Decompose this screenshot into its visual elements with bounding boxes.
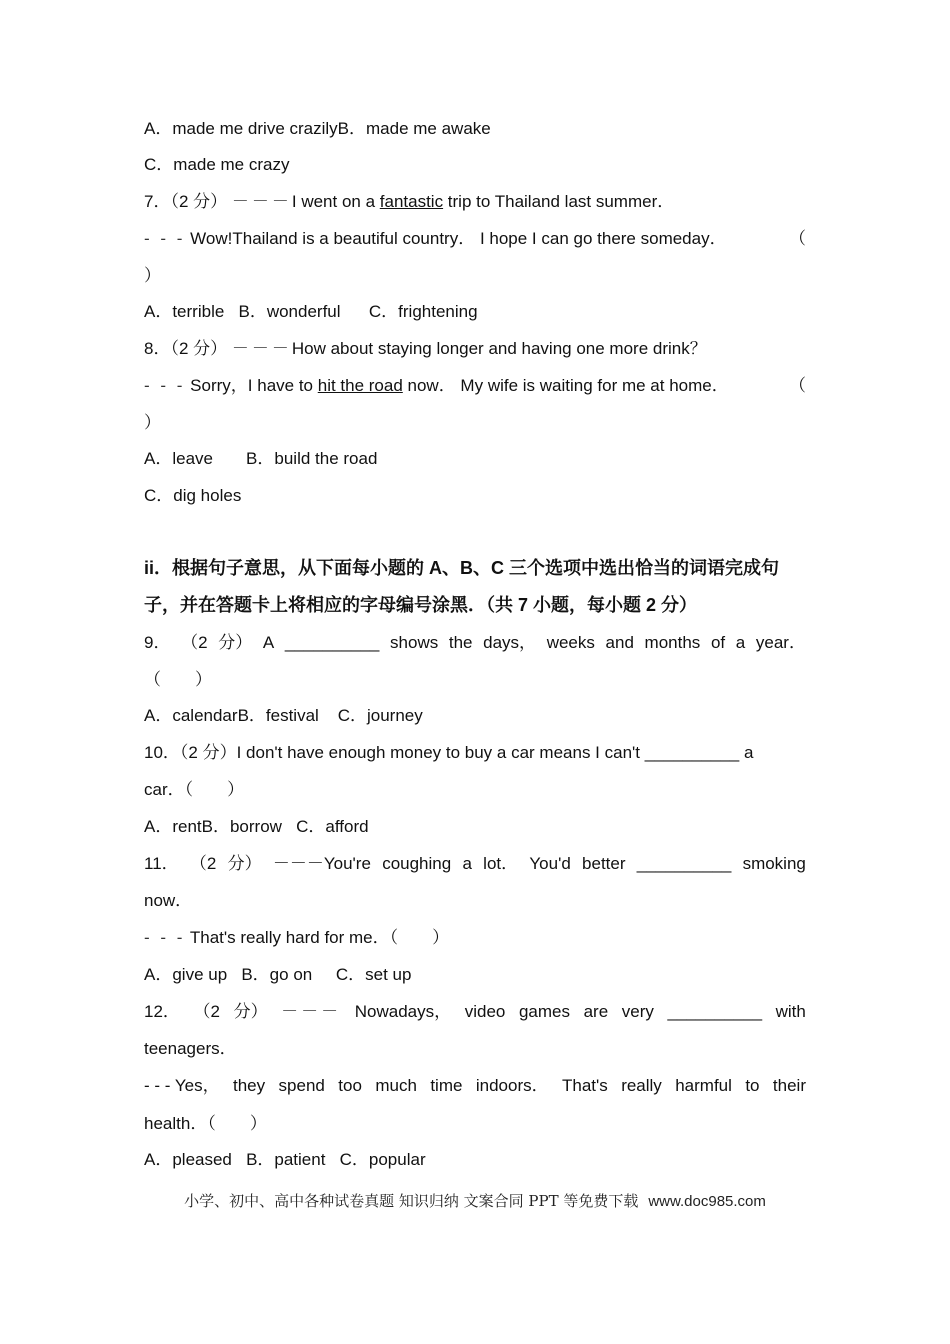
- q11-word: coughing: [382, 854, 452, 873]
- q11-option-b: B．go on: [241, 965, 313, 984]
- q12-reply-word: That's: [562, 1076, 608, 1095]
- q11-stem: [144, 853, 806, 875]
- q12-reply-word: too: [338, 1076, 362, 1095]
- q7-stem: [144, 191, 806, 213]
- q8-paren-close: ）: [144, 413, 161, 432]
- q11-word: a: [462, 854, 472, 873]
- q8-underlined-phrase: hit the road: [317, 376, 403, 395]
- footer-text: 小学、初中、高中各种试卷真题 知识归纳 文案合同 PPT 等免费下载: [184, 1192, 639, 1210]
- q12-word: games: [518, 1002, 570, 1021]
- q11-word: better: [582, 854, 626, 873]
- q10-options: [144, 816, 806, 838]
- q7-paren-close: ）: [144, 266, 161, 285]
- q9-blank: __________: [284, 633, 380, 652]
- q12-word: Nowadays，: [354, 1002, 452, 1021]
- q12-reply-word: time: [430, 1076, 463, 1095]
- q11-word: （2: [189, 854, 217, 873]
- q8-option-b: B．build the road: [246, 449, 378, 468]
- q9-word: shows: [390, 633, 439, 652]
- q6-option-b: B．made me awake: [337, 119, 491, 138]
- q7-text-before: I went on a: [291, 192, 380, 211]
- q12-word: video: [464, 1002, 506, 1021]
- q12-options: [144, 1149, 806, 1171]
- q6-option-c: C．made me crazy: [144, 155, 290, 174]
- q8-reply-dash: - - -: [144, 376, 186, 395]
- q7-reply-text: Wow!Thailand is a beautiful country． I hope I can go there someday．: [190, 229, 727, 248]
- q7-text-after: trip to Thailand last summer．: [443, 192, 675, 211]
- q12-stem: [144, 1001, 806, 1023]
- q9-stem: [144, 632, 806, 654]
- q9-word: weeks: [546, 633, 595, 652]
- q9-word: a: [735, 633, 746, 652]
- q7-dash: －－－: [231, 192, 292, 211]
- q7-options: [144, 301, 806, 323]
- section-heading-line1: ii．根据句子意思，从下面每小题的 A、B、C 三个选项中选出恰当的词语完成句: [144, 558, 779, 578]
- q8-number: 8．（2 分）: [144, 339, 228, 358]
- q11-reply-text: That's really hard for me．（ ）: [189, 928, 450, 947]
- q12-reply-word: much: [375, 1076, 417, 1095]
- q6-options-ab: [144, 118, 806, 140]
- q9-word: A: [262, 633, 275, 652]
- q9-word: year．: [755, 633, 806, 652]
- q12-word: very: [621, 1002, 654, 1021]
- q9-option-c: C．journey: [337, 706, 423, 725]
- q12-word: with: [775, 1002, 806, 1021]
- q10-option-b: B．borrow: [201, 817, 282, 836]
- q12-reply-word: their: [772, 1076, 806, 1095]
- q7-reply: [144, 228, 806, 250]
- q9-word: months: [644, 633, 701, 652]
- q10-stem: 10．（2 分）I don't have enough money to buy a car means I can't __________ a: [144, 743, 754, 762]
- q7-option-c: C．frightening: [368, 302, 478, 321]
- q8-options-ab: [144, 448, 806, 470]
- q11-word: －－－You're: [272, 854, 371, 873]
- q12-stem-line2: teenagers．: [144, 1039, 237, 1058]
- q12-reply-word: really: [621, 1076, 662, 1095]
- q8-reply-before: Sorry，I have to: [190, 376, 318, 395]
- q11-word: smoking: [742, 854, 806, 873]
- q6-option-a: A．made me drive crazily: [144, 119, 338, 138]
- q8-option-c: C．dig holes: [144, 486, 242, 505]
- q10-option-c: C．afford: [296, 817, 369, 836]
- q9-word: （2: [181, 633, 208, 652]
- q12-option-c: C．popular: [339, 1150, 426, 1169]
- q9-word: the: [448, 633, 473, 652]
- q12-blank: __________: [667, 1002, 763, 1021]
- section-heading-line2: 子，并在答题卡上将相应的字母编号涂黑．（共 7 小题，每小题 2 分）: [144, 595, 698, 615]
- q8-reply-after: now． My wife is waiting for me at home．: [402, 376, 729, 395]
- q9-option-b: B．festival: [237, 706, 319, 725]
- q12-word: 12．: [144, 1002, 180, 1021]
- q9-paren: （ ）: [144, 670, 212, 689]
- q7-option-a: A．terrible: [144, 302, 225, 321]
- q9-word: 分）: [218, 633, 253, 652]
- q11-blank: __________: [636, 854, 732, 873]
- q11-options: [144, 964, 806, 986]
- q9-word: and: [605, 633, 634, 652]
- q9-option-a: A．calendar: [144, 706, 238, 725]
- q12-reply-word: they: [233, 1076, 266, 1095]
- q12-word: are: [583, 1002, 609, 1021]
- q9-word: of: [710, 633, 726, 652]
- q7-number: 7．（2 分）: [144, 192, 228, 211]
- q11-word: lot．: [483, 854, 519, 873]
- q12-reply-word: indoors．: [475, 1076, 549, 1095]
- q12-reply-line2: health．（ ）: [144, 1114, 267, 1133]
- q8-dash: －－－: [231, 339, 292, 358]
- q12-word: 分）: [233, 1002, 268, 1021]
- q7-paren-open: （: [789, 229, 806, 248]
- q12-reply-word: to: [745, 1076, 760, 1095]
- q7-option-b: B．wonderful: [238, 302, 341, 321]
- q12-reply-word: harmful: [675, 1076, 732, 1095]
- q8-paren-open: （: [789, 376, 806, 395]
- footer-url[interactable]: www.doc985.com: [648, 1193, 766, 1210]
- q12-reply-word: - - - Yes，: [144, 1076, 220, 1095]
- q11-option-c: C．set up: [335, 965, 412, 984]
- q9-word: 9．: [144, 633, 171, 652]
- q9-options: [144, 705, 806, 727]
- q8-text: How about staying longer and having one more drink？: [291, 339, 707, 358]
- q10-stem-line2: car．（ ）: [144, 780, 245, 799]
- q12-reply: [144, 1075, 806, 1097]
- q10-option-a: A．rent: [144, 817, 202, 836]
- q9-word: days，: [483, 633, 537, 652]
- q8-stem: [144, 338, 806, 360]
- q8-option-a: A．leave: [144, 449, 213, 468]
- q12-option-a: A．pleased: [144, 1150, 232, 1169]
- q12-reply-word: spend: [278, 1076, 325, 1095]
- q11-word: 11．: [144, 854, 179, 873]
- q11-option-a: A．give up: [144, 965, 228, 984]
- q11-reply-dash: - - -: [144, 928, 186, 947]
- q12-dash: －－－: [281, 1002, 342, 1021]
- q7-underlined-word: fantastic: [379, 192, 444, 211]
- q11-word: 分）: [227, 854, 262, 873]
- q8-reply: [144, 375, 806, 397]
- q12-option-b: B．patient: [246, 1150, 326, 1169]
- q12-word: （2: [193, 1002, 220, 1021]
- q11-word: You'd: [529, 854, 571, 873]
- q11-reply: [144, 927, 806, 949]
- q11-stem-line2: now．: [144, 891, 193, 910]
- q7-reply-dash: - - -: [144, 229, 186, 248]
- page-footer: [0, 1190, 950, 1213]
